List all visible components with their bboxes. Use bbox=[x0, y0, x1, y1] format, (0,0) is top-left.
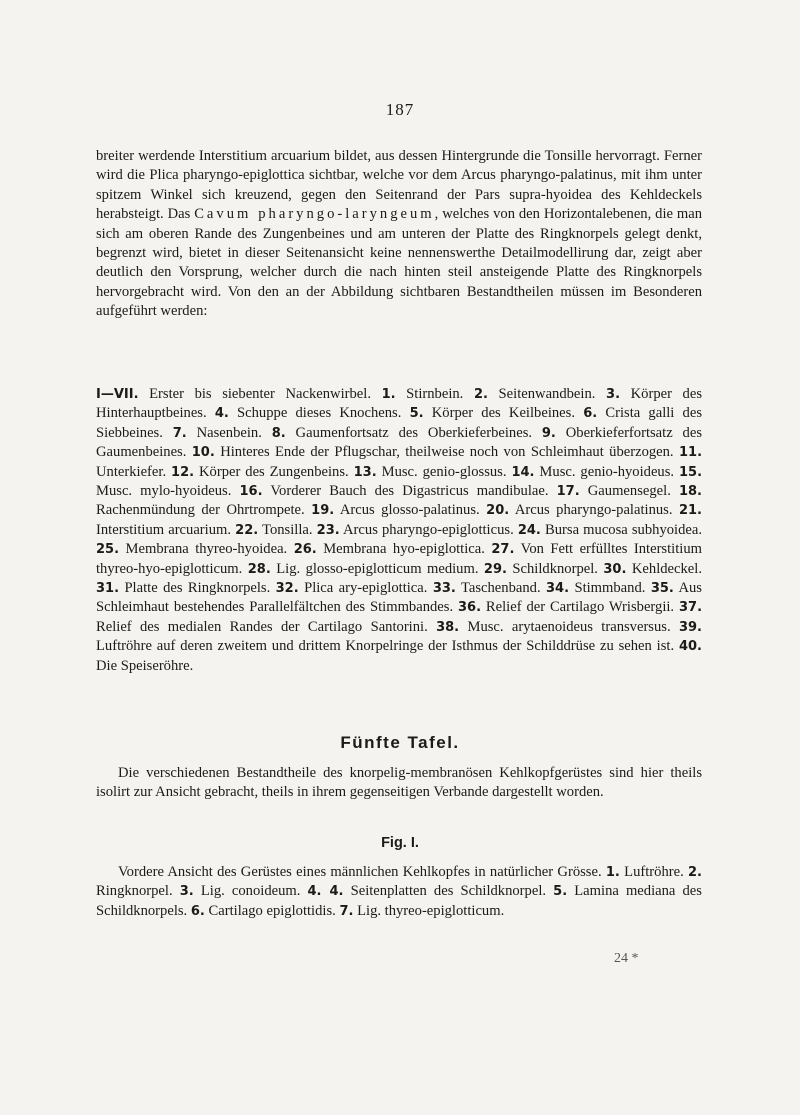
legend-number: 3. bbox=[179, 884, 194, 900]
legend-number: 37. bbox=[678, 600, 703, 616]
legend-entry: Tonsilla. bbox=[262, 521, 313, 538]
legend-entry: Musc. genio-hyoideus. bbox=[539, 463, 675, 480]
legend-number: 30. bbox=[603, 561, 627, 577]
legend-number: 3. bbox=[606, 387, 621, 402]
legend-entry: Platte des Ringknorpels. bbox=[124, 580, 271, 597]
legend-entry: Luftröhre. bbox=[624, 864, 684, 880]
signature-mark: 24 * bbox=[614, 951, 639, 966]
legend-entry: Cartilago epiglottidis. bbox=[208, 902, 336, 919]
legend-entry: Musc. mylo-hyoideus. bbox=[96, 483, 232, 500]
legend-number: 27. bbox=[491, 542, 515, 558]
legend-number: 6. bbox=[190, 903, 205, 919]
legend-number: 17. bbox=[556, 484, 580, 500]
legend-entry: Ringknorpel. bbox=[96, 883, 173, 900]
legend-entry: Membrana thyreo-hyoidea. bbox=[125, 541, 288, 558]
legend-entry: Schuppe dieses Knochens. bbox=[237, 405, 402, 422]
legend-entry: Stirnbein. bbox=[406, 386, 464, 402]
legend-number: 24. bbox=[517, 522, 541, 538]
term-cavum: Cavum pharyngo-laryngeum bbox=[194, 206, 435, 223]
legend-number: 40. bbox=[678, 639, 702, 655]
legend-number: 10. bbox=[191, 445, 215, 461]
legend-number: 9. bbox=[541, 425, 556, 441]
paragraph-intro-part1: breiter werdende Interstitium arcuarium bildet, aus dessen Hintergrunde die Tonsille hervorragt. Ferner wird die Plica pharyngo-epiglottica sichtbar, welche vor dem Arcus pharyngo-palatinus, mit ihm unter spitzem Winkel sich kreuzend, gegen den Seitenrand der Pars supra-hyoidea des Kehldeckels herabsteigt. Das bbox=[96, 148, 702, 223]
legend-number: 2. bbox=[688, 865, 702, 880]
legend-number: 18. bbox=[678, 484, 702, 500]
legend-entry: Lig. glosso-epiglotticum medium. bbox=[276, 560, 479, 577]
legend-list-plate4 bbox=[96, 385, 702, 676]
legend-number: 7. bbox=[172, 425, 187, 441]
legend-entry: Crista galli des Siebbeines. bbox=[96, 405, 703, 441]
legend-entry: Bursa mucosa subhyoidea. bbox=[545, 521, 702, 538]
legend-entry: Die Speiseröhre. bbox=[96, 657, 194, 674]
legend-entry: Relief des medialen Randes der Cartilago Santorini. bbox=[96, 618, 428, 635]
legend-number: 15. bbox=[679, 464, 703, 480]
figure-heading: Fig. I. bbox=[381, 835, 419, 851]
legend-number: 5. bbox=[553, 884, 568, 900]
paragraph-intro-part3: , welches von den Horizontalebenen, die man sich am oberen Rande des Zungenbeines und am unteren der Platte des Ringknorpels gelegt denkt, begrenzt wird, bietet in dieser Seitenansicht keine nennenswerthe Detailmodellirung dar, zeigt aber deutlich den Vorsprung, welcher durch die nach hinten steil ansteigende Platte des Ringknorpels hervorgebracht wird. Von den an der Abbildung sichtbaren Bestandtheilen müssen im Besonderen aufgeführt werden: bbox=[96, 206, 702, 320]
legend-entry: Lig. conoideum. bbox=[200, 883, 301, 900]
legend-entry: Vorderer Bauch des Digastricus mandibulae. bbox=[270, 483, 549, 500]
legend-number: 26. bbox=[293, 542, 317, 558]
legend-entry: Musc. genio-glossus. bbox=[381, 463, 507, 480]
legend-number: 4. bbox=[214, 406, 229, 422]
legend-list-fig1 bbox=[96, 863, 702, 921]
legend-number: 33. bbox=[432, 581, 456, 597]
legend-entry: Membrana hyo-epiglottica. bbox=[323, 541, 485, 558]
legend-number: 11. bbox=[678, 445, 703, 461]
legend-number: 14. bbox=[511, 464, 535, 480]
legend-entry: Körper des Zungenbeins. bbox=[199, 463, 349, 480]
legend-number: 34. bbox=[546, 581, 570, 597]
legend-entry: Taschenband. bbox=[460, 580, 541, 597]
legend-number: 28. bbox=[247, 561, 271, 577]
legend-entry: Lig. thyreo-epiglotticum. bbox=[357, 902, 505, 919]
legend-entry: Nasenbein. bbox=[196, 424, 262, 441]
page-number: 187 bbox=[385, 100, 415, 119]
legend-number: 20. bbox=[486, 503, 510, 519]
legend-entry: Schildknorpel. bbox=[512, 560, 598, 577]
legend-number: 31. bbox=[96, 581, 120, 597]
legend-entry: Gaumensegel. bbox=[587, 483, 671, 500]
legend-number: 23. bbox=[316, 522, 340, 538]
legend-entry: Seitenwandbein. bbox=[498, 386, 596, 402]
legend-number: 4. 4. bbox=[307, 884, 344, 900]
figure-description: Vordere Ansicht des Gerüstes eines männlichen Kehlkopfes in natürlicher Grösse. bbox=[118, 864, 602, 880]
legend-entry: Unterkiefer. bbox=[96, 463, 167, 480]
legend-number: 5. bbox=[409, 406, 424, 422]
legend-number: 35. bbox=[650, 581, 674, 597]
legend-entry: Arcus pharyngo-epiglotticus. bbox=[343, 521, 514, 538]
legend-number: 7. bbox=[339, 903, 354, 919]
legend-entry: Plica ary-epiglottica. bbox=[304, 580, 428, 597]
legend-number: 38. bbox=[436, 619, 460, 635]
legend-entry: Interstitium arcuarium. bbox=[96, 521, 232, 538]
legend-number: 25. bbox=[96, 542, 120, 558]
legend-number: 39. bbox=[678, 619, 702, 635]
legend-entry: Von Fett erfülltes Interstitium thyreo-hyo-epiglotticum. bbox=[96, 541, 702, 577]
legend-number: 12. bbox=[171, 464, 195, 480]
legend-entry: Musc. arytaenoideus transversus. bbox=[467, 618, 671, 635]
legend-entry: Stimmband. bbox=[574, 580, 646, 597]
legend-entry: Luftröhre auf deren zweitem und drittem Knorpelringe der Isthmus der Schilddrüse zu sehen ist. bbox=[96, 638, 675, 655]
legend-number: I—VII. bbox=[96, 387, 139, 402]
legend-entry: Seitenplatten des Schildknorpel. bbox=[350, 883, 547, 900]
legend-number: 19. bbox=[311, 503, 335, 519]
legend-number: 2. bbox=[473, 387, 488, 402]
legend-entry: Rachenmündung der Ohrtrompete. bbox=[96, 502, 305, 519]
legend-entry: Arcus pharyngo-palatinus. bbox=[514, 502, 673, 519]
legend-entry: Gaumenfortsatz des Oberkieferbeines. bbox=[295, 424, 533, 441]
legend-number: 22. bbox=[235, 522, 259, 538]
legend-number: 1. bbox=[381, 387, 396, 402]
legend-number: 13. bbox=[353, 464, 377, 480]
legend-number: 21. bbox=[678, 503, 702, 519]
legend-entry: Aus Schleimhaut bestehendes Parallelfältchen des Stimmbandes. bbox=[96, 580, 702, 616]
legend-entry: Relief der Cartilago Wrisbergii. bbox=[485, 599, 675, 616]
legend-entry: Körper des Hinterhauptbeines. bbox=[96, 386, 703, 422]
legend-entry: Erster bis siebenter Nackenwirbel. bbox=[149, 386, 371, 402]
legend-entry: Kehldeckel. bbox=[631, 560, 702, 577]
legend-number: 16. bbox=[239, 484, 263, 500]
legend-number: 29. bbox=[483, 561, 507, 577]
paragraph-plate5-intro: Die verschiedenen Bestandtheile des knorpelig-membranösen Kehlkopfgerüstes sind hier theils isolirt zur Ansicht gebracht, theils in ihrem gegenseitigen Verbande dargestellt worden. bbox=[96, 765, 702, 801]
legend-number: 8. bbox=[271, 425, 286, 441]
legend-number: 1. bbox=[605, 865, 620, 880]
legend-number: 36. bbox=[457, 600, 482, 616]
legend-number: 6. bbox=[583, 406, 598, 422]
legend-entry: Oberkieferfortsatz des Gaumenbeines. bbox=[96, 424, 702, 461]
legend-entry: Arcus glosso-palatinus. bbox=[339, 502, 480, 519]
section-heading: Fünfte Tafel. bbox=[340, 733, 460, 752]
legend-entry: Körper des Keilbeines. bbox=[431, 405, 575, 422]
paragraph-intro bbox=[96, 147, 702, 322]
legend-number: 32. bbox=[275, 581, 299, 597]
legend-entry: Lamina mediana des Schildknorpels. bbox=[96, 883, 702, 919]
legend-entry: Hinteres Ende der Pflugschar, theilweise noch von Schleimhaut überzogen. bbox=[220, 444, 674, 461]
